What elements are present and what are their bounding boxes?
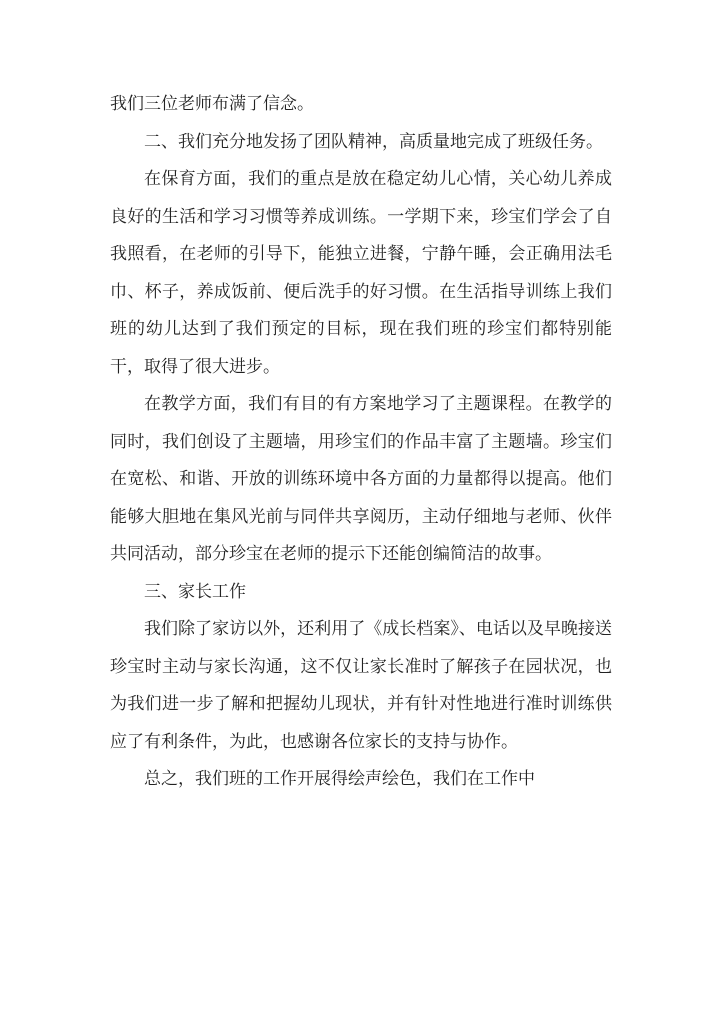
- paragraph: 我们三位老师布满了信念。: [110, 94, 314, 114]
- paragraph: 总之，我们班的工作开展得绘声绘色，我们在工作中: [144, 769, 535, 789]
- section-heading: 三、家长工作: [144, 581, 246, 602]
- paragraph: 二、我们充分地发扬了团队精神，高质量地完成了班级任务。: [144, 131, 603, 152]
- paragraph: 在教学方面，我们有目的有方案地学习了主题课程。在教学的同时，我们创设了主题墙，用珍宝们的作品丰富了主题墙。珍宝们在宽松、和谐、开放的训练环境中各方面的力量都得以提高。他们能够大胆地在集风光前与同伴共享阅历，主动仔细地与老师、伙伴共同活动，部分珍宝在老师的提示下还能创编简洁的故事。: [110, 394, 612, 564]
- document-body: [110, 86, 612, 799]
- paragraph: 我们除了家访以外，还利用了《成长档案》、电话以及早晚接送珍宝时主动与家长沟通，这不仅让家长准时了解孩子在园状况，也为我们进一步了解和把握幼儿现状，并有针对性地进行准时训练供应了有利条件，为此，也感谢各位家长的支持与协作。: [110, 619, 612, 752]
- paragraph: 在保育方面，我们的重点是放在稳定幼儿心情，关心幼儿养成良好的生活和学习习惯等养成训练。一学期下来，珍宝们学会了自我照看，在老师的引导下，能独立进餐，宁静午睡，会正确用法毛巾、杯子，养成饭前、便后洗手的好习惯。在生活指导训练上我们班的幼儿达到了我们预定的目标，现在我们班的珍宝们都特别能干，取得了很大进步。: [110, 169, 612, 377]
